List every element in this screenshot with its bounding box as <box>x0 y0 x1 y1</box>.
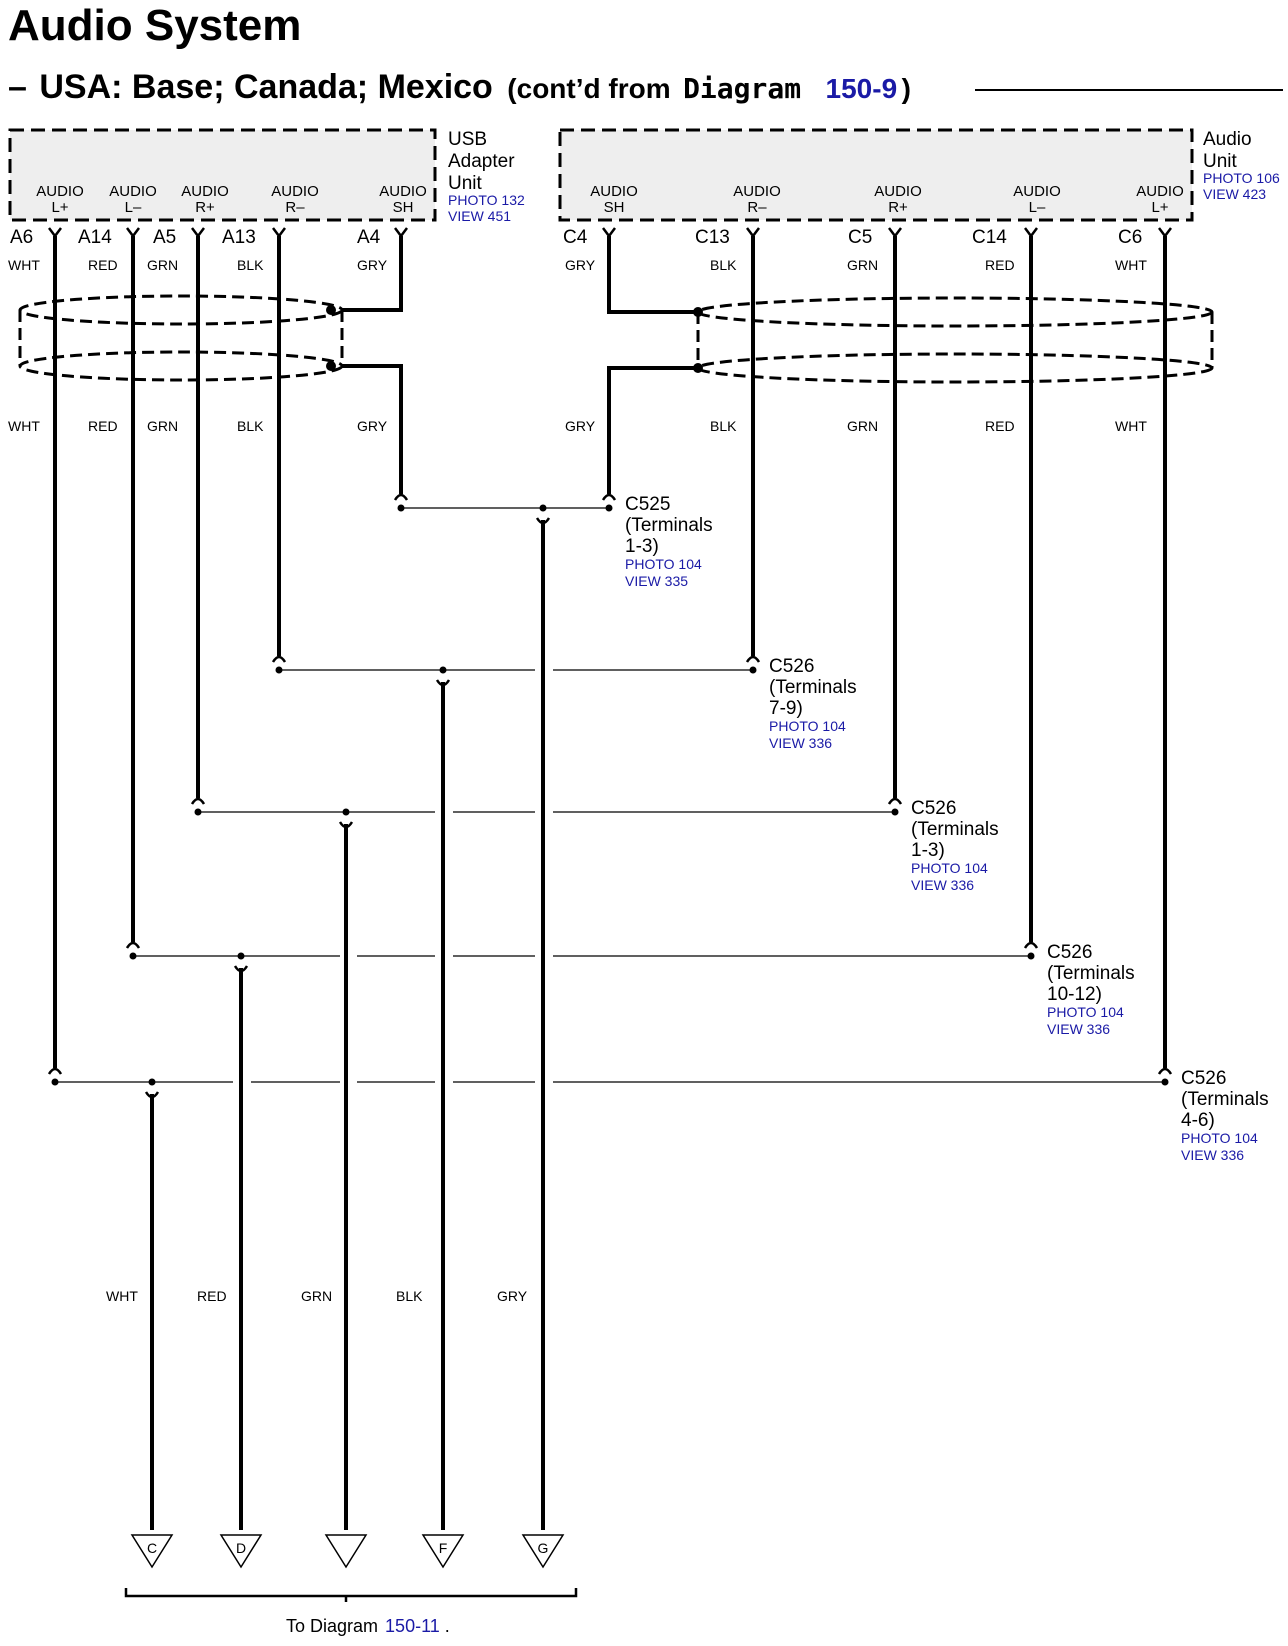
pin-fork-c14 <box>1025 228 1037 236</box>
junction-dot <box>326 361 336 371</box>
junction-dot <box>276 667 283 674</box>
output-group-brace <box>126 1588 576 1602</box>
connector-c526-4-6-terminals-2: 4-6) <box>1181 1110 1215 1131</box>
pin-fork-a13 <box>273 228 285 236</box>
terminal-c526-4-6-usb <box>49 1069 61 1074</box>
connector-c526-10-12-name: C526 <box>1047 942 1093 963</box>
usb-shield-top <box>20 296 342 324</box>
connector-c526-1-3-name: C526 <box>911 798 957 819</box>
terminal-letter-c: C <box>146 1540 158 1556</box>
diagram-ref-link[interactable]: 150-9 <box>825 73 898 104</box>
connector-c526-7-9-terminals-2: 7-9) <box>769 698 803 719</box>
wire-color-out-f: BLK <box>396 1288 423 1304</box>
pin-fork-a6 <box>49 228 61 236</box>
terminal-c526-7-9-usb <box>273 657 285 662</box>
connector-c526-10-12-view-link[interactable]: VIEW 336 <box>1047 1021 1111 1037</box>
connector-c525-terminals-2: 1-3) <box>625 536 659 557</box>
terminal-letter-f: F <box>438 1540 448 1556</box>
pin-id-c5: C5 <box>848 227 873 248</box>
pin-id-a14: A14 <box>78 227 112 248</box>
audio-shield-bottom <box>698 354 1212 382</box>
footer-prefix: To Diagram <box>286 1616 379 1636</box>
connector-labels <box>625 494 1269 1163</box>
output-terminals <box>132 1535 563 1567</box>
audio-unit-label <box>1203 129 1280 202</box>
usb-unit-name-3: Unit <box>448 173 482 194</box>
usb-adapter-unit-label <box>448 129 525 224</box>
terminal-c526-10-12-usb <box>127 943 139 948</box>
connector-c526-4-6-name: C526 <box>1181 1068 1227 1089</box>
audio-pin-c14-func2: L– <box>1028 199 1046 216</box>
pin-id-c13: C13 <box>695 227 730 248</box>
usb-shield-bottom <box>20 352 342 380</box>
subtitle-main: USA: Base; Canada; Mexico <box>39 68 493 106</box>
wire-color-a13-top: BLK <box>237 257 264 273</box>
connector-c526-10-12-terminals-1: (Terminals <box>1047 963 1135 984</box>
connector-c526-1-3-photo-link[interactable]: PHOTO 104 <box>911 860 988 876</box>
wire-c4-gry-bottom <box>609 368 698 494</box>
pin-fork-a5 <box>192 228 204 236</box>
wire-color-out-c: WHT <box>106 1288 138 1304</box>
junction-dot <box>1162 1079 1169 1086</box>
audio-pin-c4-func2: SH <box>603 199 625 216</box>
junction-dot <box>892 809 899 816</box>
terminal-letter-d: D <box>235 1540 247 1556</box>
wire-color-c5-mid: GRN <box>847 418 879 434</box>
connector-c525-view-link[interactable]: VIEW 335 <box>625 573 689 589</box>
usb-unit-photo-link[interactable]: PHOTO 132 <box>448 192 525 208</box>
usb-pin-a13-func2: R– <box>285 199 305 216</box>
connector-c526-7-9-photo-link[interactable]: PHOTO 104 <box>769 718 846 734</box>
wire-color-c14-mid: RED <box>985 418 1015 434</box>
wire-color-a6-mid: WHT <box>8 418 40 434</box>
subtitle-dash: – <box>8 68 27 106</box>
pin-fork-a4 <box>395 228 407 236</box>
usb-unit-name-2: Adapter <box>448 151 515 172</box>
audio-pin-c5-func2: R+ <box>888 199 908 216</box>
wire-color-a5-mid: GRN <box>147 418 179 434</box>
connector-c525-terminals-1: (Terminals <box>625 515 713 536</box>
audio-unit-name-2: Unit <box>1203 151 1237 172</box>
connector-c526-10-12-photo-link[interactable]: PHOTO 104 <box>1047 1004 1124 1020</box>
junction-dot <box>606 505 613 512</box>
wire-color-a13-mid: BLK <box>237 418 264 434</box>
subtitle <box>8 68 911 106</box>
usb-unit-view-link[interactable]: VIEW 451 <box>448 208 512 224</box>
usb-pin-a5-func: AUDIO <box>181 183 229 200</box>
connector-c526-7-9-terminals-1: (Terminals <box>769 677 857 698</box>
terminal-c526-1-3-usb <box>192 799 204 804</box>
wire-color-c4-mid: GRY <box>565 418 596 434</box>
terminal-triangle-e <box>326 1535 366 1567</box>
wire-color-a14-top: RED <box>88 257 118 273</box>
connector-terminals <box>49 495 1171 1097</box>
connector-c526-4-6-photo-link[interactable]: PHOTO 104 <box>1181 1130 1258 1146</box>
wire-color-c6-top: WHT <box>1115 257 1147 273</box>
wire-color-c4-top: GRY <box>565 257 596 273</box>
pin-id-c4: C4 <box>563 227 588 248</box>
audio-unit-photo-link[interactable]: PHOTO 106 <box>1203 170 1280 186</box>
wire-color-c5-top: GRN <box>847 257 879 273</box>
footer-suffix: . <box>444 1616 450 1636</box>
connector-c526-1-3-terminals-1: (Terminals <box>911 819 999 840</box>
wire-color-a4-top: GRY <box>357 257 388 273</box>
wire-color-a14-mid: RED <box>88 418 118 434</box>
pin-id-a13: A13 <box>222 227 256 248</box>
pin-id-a4: A4 <box>357 227 381 248</box>
junction-dot <box>326 305 336 315</box>
usb-adapter-unit-box <box>10 130 435 220</box>
wire-color-a4-mid: GRY <box>357 418 388 434</box>
usb-pin-a13-func: AUDIO <box>271 183 319 200</box>
usb-pin-a14-func: AUDIO <box>109 183 157 200</box>
wire-color-out-e: GRN <box>301 1288 333 1304</box>
connector-c526-1-3-terminals-2: 1-3) <box>911 840 945 861</box>
audio-shield <box>698 298 1212 382</box>
pin-fork-c5 <box>889 228 901 236</box>
junction-dot <box>238 953 245 960</box>
output-wires <box>152 520 543 1530</box>
connector-lines <box>55 508 1165 1082</box>
usb-unit-name-1: USB <box>448 129 488 150</box>
pin-fork-c13 <box>747 228 759 236</box>
usb-pin-a14-func2: L– <box>124 199 142 216</box>
pin-fork-c4 <box>603 228 615 236</box>
footer-to-diagram <box>286 1616 450 1636</box>
shield-junction-dots <box>326 305 703 373</box>
connector-c526-1-3-view-link[interactable]: VIEW 336 <box>911 877 975 893</box>
terminal-c526-4-6-audio <box>1159 1069 1171 1074</box>
junction-dot <box>540 505 547 512</box>
audio-pin-c14-func: AUDIO <box>1013 183 1061 200</box>
junction-dot <box>343 809 350 816</box>
junction-dot <box>130 953 137 960</box>
usb-pin-a6-func2: L+ <box>51 199 69 216</box>
audio-pin-c4-func: AUDIO <box>590 183 638 200</box>
usb-wires <box>55 236 401 1068</box>
audio-unit-box <box>560 130 1192 220</box>
junction-dot <box>693 363 703 373</box>
junction-dot <box>398 505 405 512</box>
pin-fork-c6 <box>1159 228 1171 236</box>
pin-id-c6: C6 <box>1118 227 1143 248</box>
usb-pin-a4-func2: SH <box>392 199 414 216</box>
terminal-c525-audio <box>603 495 615 500</box>
connector-c526-4-6-view-link[interactable]: VIEW 336 <box>1181 1147 1245 1163</box>
terminal-c526-7-9-audio <box>747 657 759 662</box>
pin-fork-a14 <box>127 228 139 236</box>
wire-color-a5-top: GRN <box>147 257 179 273</box>
junction-dot <box>1028 953 1035 960</box>
junction-dot <box>195 809 202 816</box>
usb-shield <box>20 296 342 380</box>
wire-c4-gry-top <box>609 236 698 312</box>
audio-pin-c6-func: AUDIO <box>1136 183 1184 200</box>
wire-color-c6-mid: WHT <box>1115 418 1147 434</box>
connector-c525-photo-link[interactable]: PHOTO 104 <box>625 556 702 572</box>
footer-diagram-link[interactable]: 150-11 <box>385 1616 440 1636</box>
usb-pin-a6-func: AUDIO <box>36 183 84 200</box>
audio-pin-c5-func: AUDIO <box>874 183 922 200</box>
usb-pin-a4-func: AUDIO <box>379 183 427 200</box>
pin-id-c14: C14 <box>972 227 1007 248</box>
connector-c526-7-9-name: C526 <box>769 656 815 677</box>
junction-dot <box>149 1079 156 1086</box>
audio-unit-view-link[interactable]: VIEW 423 <box>1203 186 1267 202</box>
wire-color-out-d: RED <box>197 1288 227 1304</box>
terminal-letter-g: G <box>537 1540 549 1556</box>
audio-unit-name-1: Audio <box>1203 129 1252 150</box>
junction-dot <box>440 667 447 674</box>
terminal-c526-1-3-audio <box>889 799 901 804</box>
audio-pin-c13-func: AUDIO <box>733 183 781 200</box>
page-title: Audio System <box>8 1 302 50</box>
connector-c526-7-9-view-link[interactable]: VIEW 336 <box>769 735 833 751</box>
junction-dot <box>750 667 757 674</box>
connector-c526-10-12-terminals-2: 10-12) <box>1047 984 1102 1005</box>
wire-color-out-g: GRY <box>497 1288 528 1304</box>
pin-id-a5: A5 <box>153 227 177 248</box>
connector-dots <box>52 505 1169 1086</box>
audio-pin-c6-func2: L+ <box>1151 199 1169 216</box>
junction-dot <box>52 1079 59 1086</box>
junction-dot <box>693 307 703 317</box>
wire-color-c13-mid: BLK <box>710 418 737 434</box>
subtitle-diagram-word: Diagram <box>683 72 802 105</box>
terminal-c526-10-12-audio <box>1025 943 1037 948</box>
wire-color-c13-top: BLK <box>710 257 737 273</box>
audio-shield-top <box>698 298 1212 326</box>
wire-color-c14-top: RED <box>985 257 1015 273</box>
subtitle-close: ) <box>901 73 911 104</box>
usb-pin-a5-func2: R+ <box>195 199 215 216</box>
connector-c525-name: C525 <box>625 494 671 515</box>
connector-c526-4-6-terminals-1: (Terminals <box>1181 1089 1269 1110</box>
audio-pin-c13-func2: R– <box>747 199 767 216</box>
subtitle-cont: (cont’d from <box>507 73 671 104</box>
wire-color-a6-top: WHT <box>8 257 40 273</box>
terminal-c525-usb <box>395 495 407 500</box>
output-color-labels <box>106 1288 528 1304</box>
pin-id-a6: A6 <box>10 227 34 248</box>
